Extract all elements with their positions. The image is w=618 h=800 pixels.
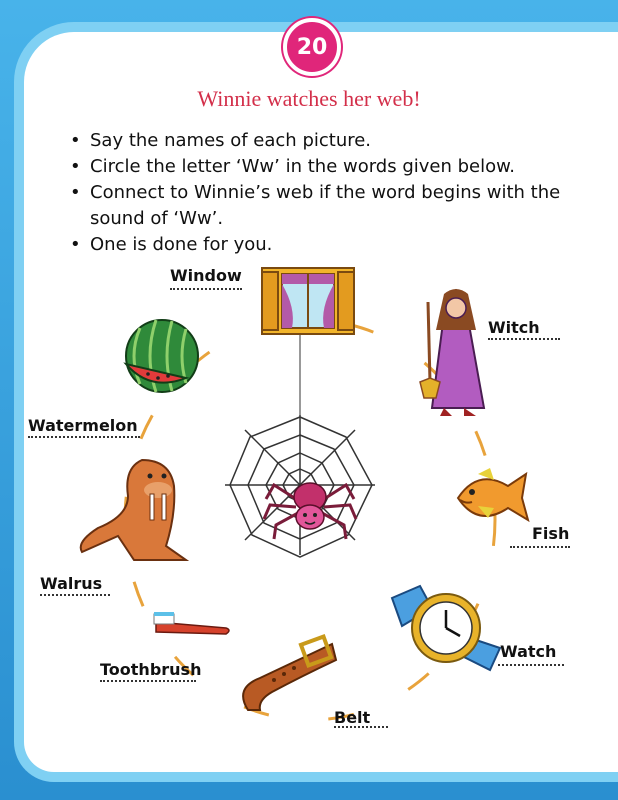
label-belt: Belt <box>334 708 371 727</box>
label-watch: Watch <box>500 642 557 661</box>
witch-icon <box>420 289 484 416</box>
walrus-icon <box>81 460 186 560</box>
worksheet-title: Winnie watches her web! <box>197 86 421 111</box>
label-watermelon: Watermelon <box>28 416 138 435</box>
answer-line-window[interactable] <box>170 288 242 290</box>
instruction-item: • Connect to Winnie’s web if the word begins with the sound of ‘Ww’. <box>70 182 561 229</box>
label-fish: Fish <box>532 524 570 543</box>
window-icon <box>262 268 354 334</box>
instruction-item: • Circle the letter ‘Ww’ in the words given below. <box>70 156 515 177</box>
answer-line-witch[interactable] <box>488 338 560 340</box>
label-witch: Witch <box>488 318 540 337</box>
watermelon-icon <box>126 320 198 392</box>
answer-line-walrus[interactable] <box>40 594 110 596</box>
watch-icon <box>392 586 500 670</box>
answer-line-watch[interactable] <box>498 664 564 666</box>
toothbrush-icon <box>154 612 229 634</box>
instruction-item: • One is done for you. <box>70 234 273 255</box>
label-walrus: Walrus <box>40 574 103 593</box>
instruction-item: • Say the names of each picture. <box>70 130 372 151</box>
answer-line-watermelon[interactable] <box>28 436 140 438</box>
label-toothbrush: Toothbrush <box>100 660 202 679</box>
fish-icon <box>458 468 528 520</box>
belt-icon <box>243 637 336 710</box>
label-window: Window <box>170 266 242 285</box>
answer-line-belt[interactable] <box>334 726 388 728</box>
page-number-badge: 20 <box>283 18 341 76</box>
answer-line-toothbrush[interactable] <box>100 680 196 682</box>
answer-line-fish[interactable] <box>510 546 570 548</box>
